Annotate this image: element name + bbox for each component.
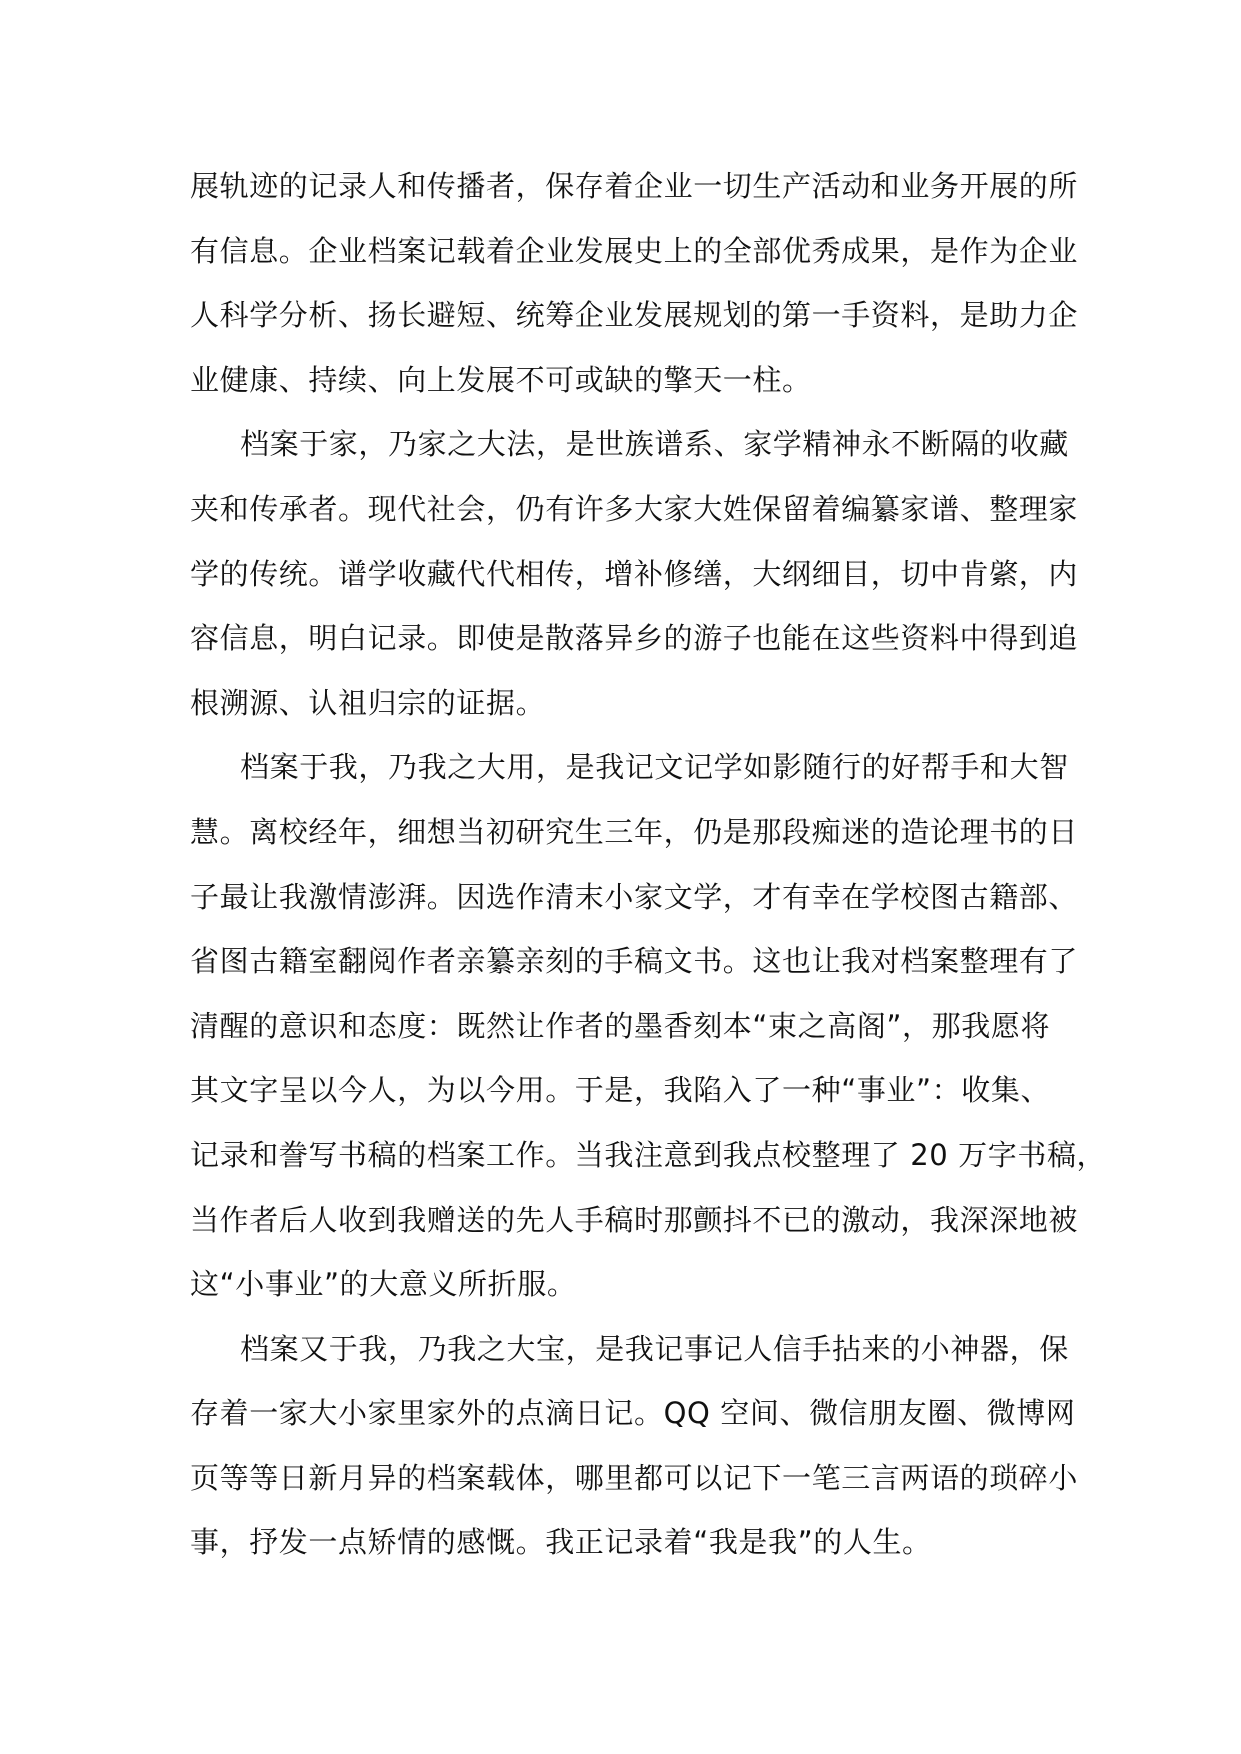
text-line: 根溯源、认祖归宗的证据。: [190, 685, 546, 720]
text-line: 容信息，明白记录。即使是散落异乡的游子也能在这些资料中得到追: [190, 621, 1079, 656]
text-line: 存着一家大小家里家外的点滴日记。QQ 空间、微信朋友圈、微博网: [190, 1396, 1076, 1431]
text-line: 人科学分析、扬长避短、统筹企业发展规划的第一手资料，是助力企: [190, 298, 1079, 333]
text-line: 当作者后人收到我赠送的先人手稿时那颤抖不已的激动，我深深地被: [190, 1202, 1079, 1237]
text-line: 省图古籍室翻阅作者亲纂亲刻的手稿文书。这也让我对档案整理有了: [190, 944, 1079, 979]
text-line: 夹和传承者。现代社会，仍有许多大家大姓保留着编纂家谱、整理家: [190, 491, 1079, 526]
text-line: 这“小事业”的大意义所折服。: [190, 1267, 577, 1302]
paragraph-first-line: 档案又于我，乃我之大宝，是我记事记人信手拈来的小神器，保: [240, 1331, 1069, 1366]
text-line: 记录和誊写书稿的档案工作。当我注意到我点校整理了 20 万字书稿，: [190, 1137, 1107, 1172]
body-text: [190, 154, 1107, 1575]
text-line: 页等等日新月异的档案载体，哪里都可以记下一笔三言两语的琐碎小: [190, 1460, 1079, 1495]
text-line: 有信息。企业档案记载着企业发展史上的全部优秀成果，是作为企业: [190, 233, 1079, 268]
paragraph-first-line: 档案于我，乃我之大用，是我记文记学如影随行的好帮手和大智: [240, 750, 1069, 785]
text-line: 清醒的意识和态度：既然让作者的墨香刻本“束之高阁”，那我愿将: [190, 1008, 1051, 1043]
text-line: 学的传统。谱学收藏代代相传，增补修缮，大纲细目，切中肯綮，内: [190, 556, 1079, 591]
text-line: 展轨迹的记录人和传播者，保存着企业一切生产活动和业务开展的所: [190, 169, 1079, 203]
text-line: 慧。离校经年，细想当初研究生三年，仍是那段痴迷的造论理书的日: [190, 814, 1079, 849]
text-line: 子最让我激情澎湃。因选作清末小家文学，才有幸在学校图古籍部、: [190, 879, 1079, 914]
paragraph-first-line: 档案于家，乃家之大法，是世族谱系、家学精神永不断隔的收藏: [240, 427, 1069, 462]
text-line: 其文字呈以今人，为以今用。于是，我陷入了一种“事业”：收集、: [190, 1073, 1051, 1108]
text-line: 事，抒发一点矫情的感慨。我正记录着“我是我”的人生。: [190, 1525, 932, 1560]
text-line: 业健康、持续、向上发展不可或缺的擎天一柱。: [190, 362, 812, 397]
